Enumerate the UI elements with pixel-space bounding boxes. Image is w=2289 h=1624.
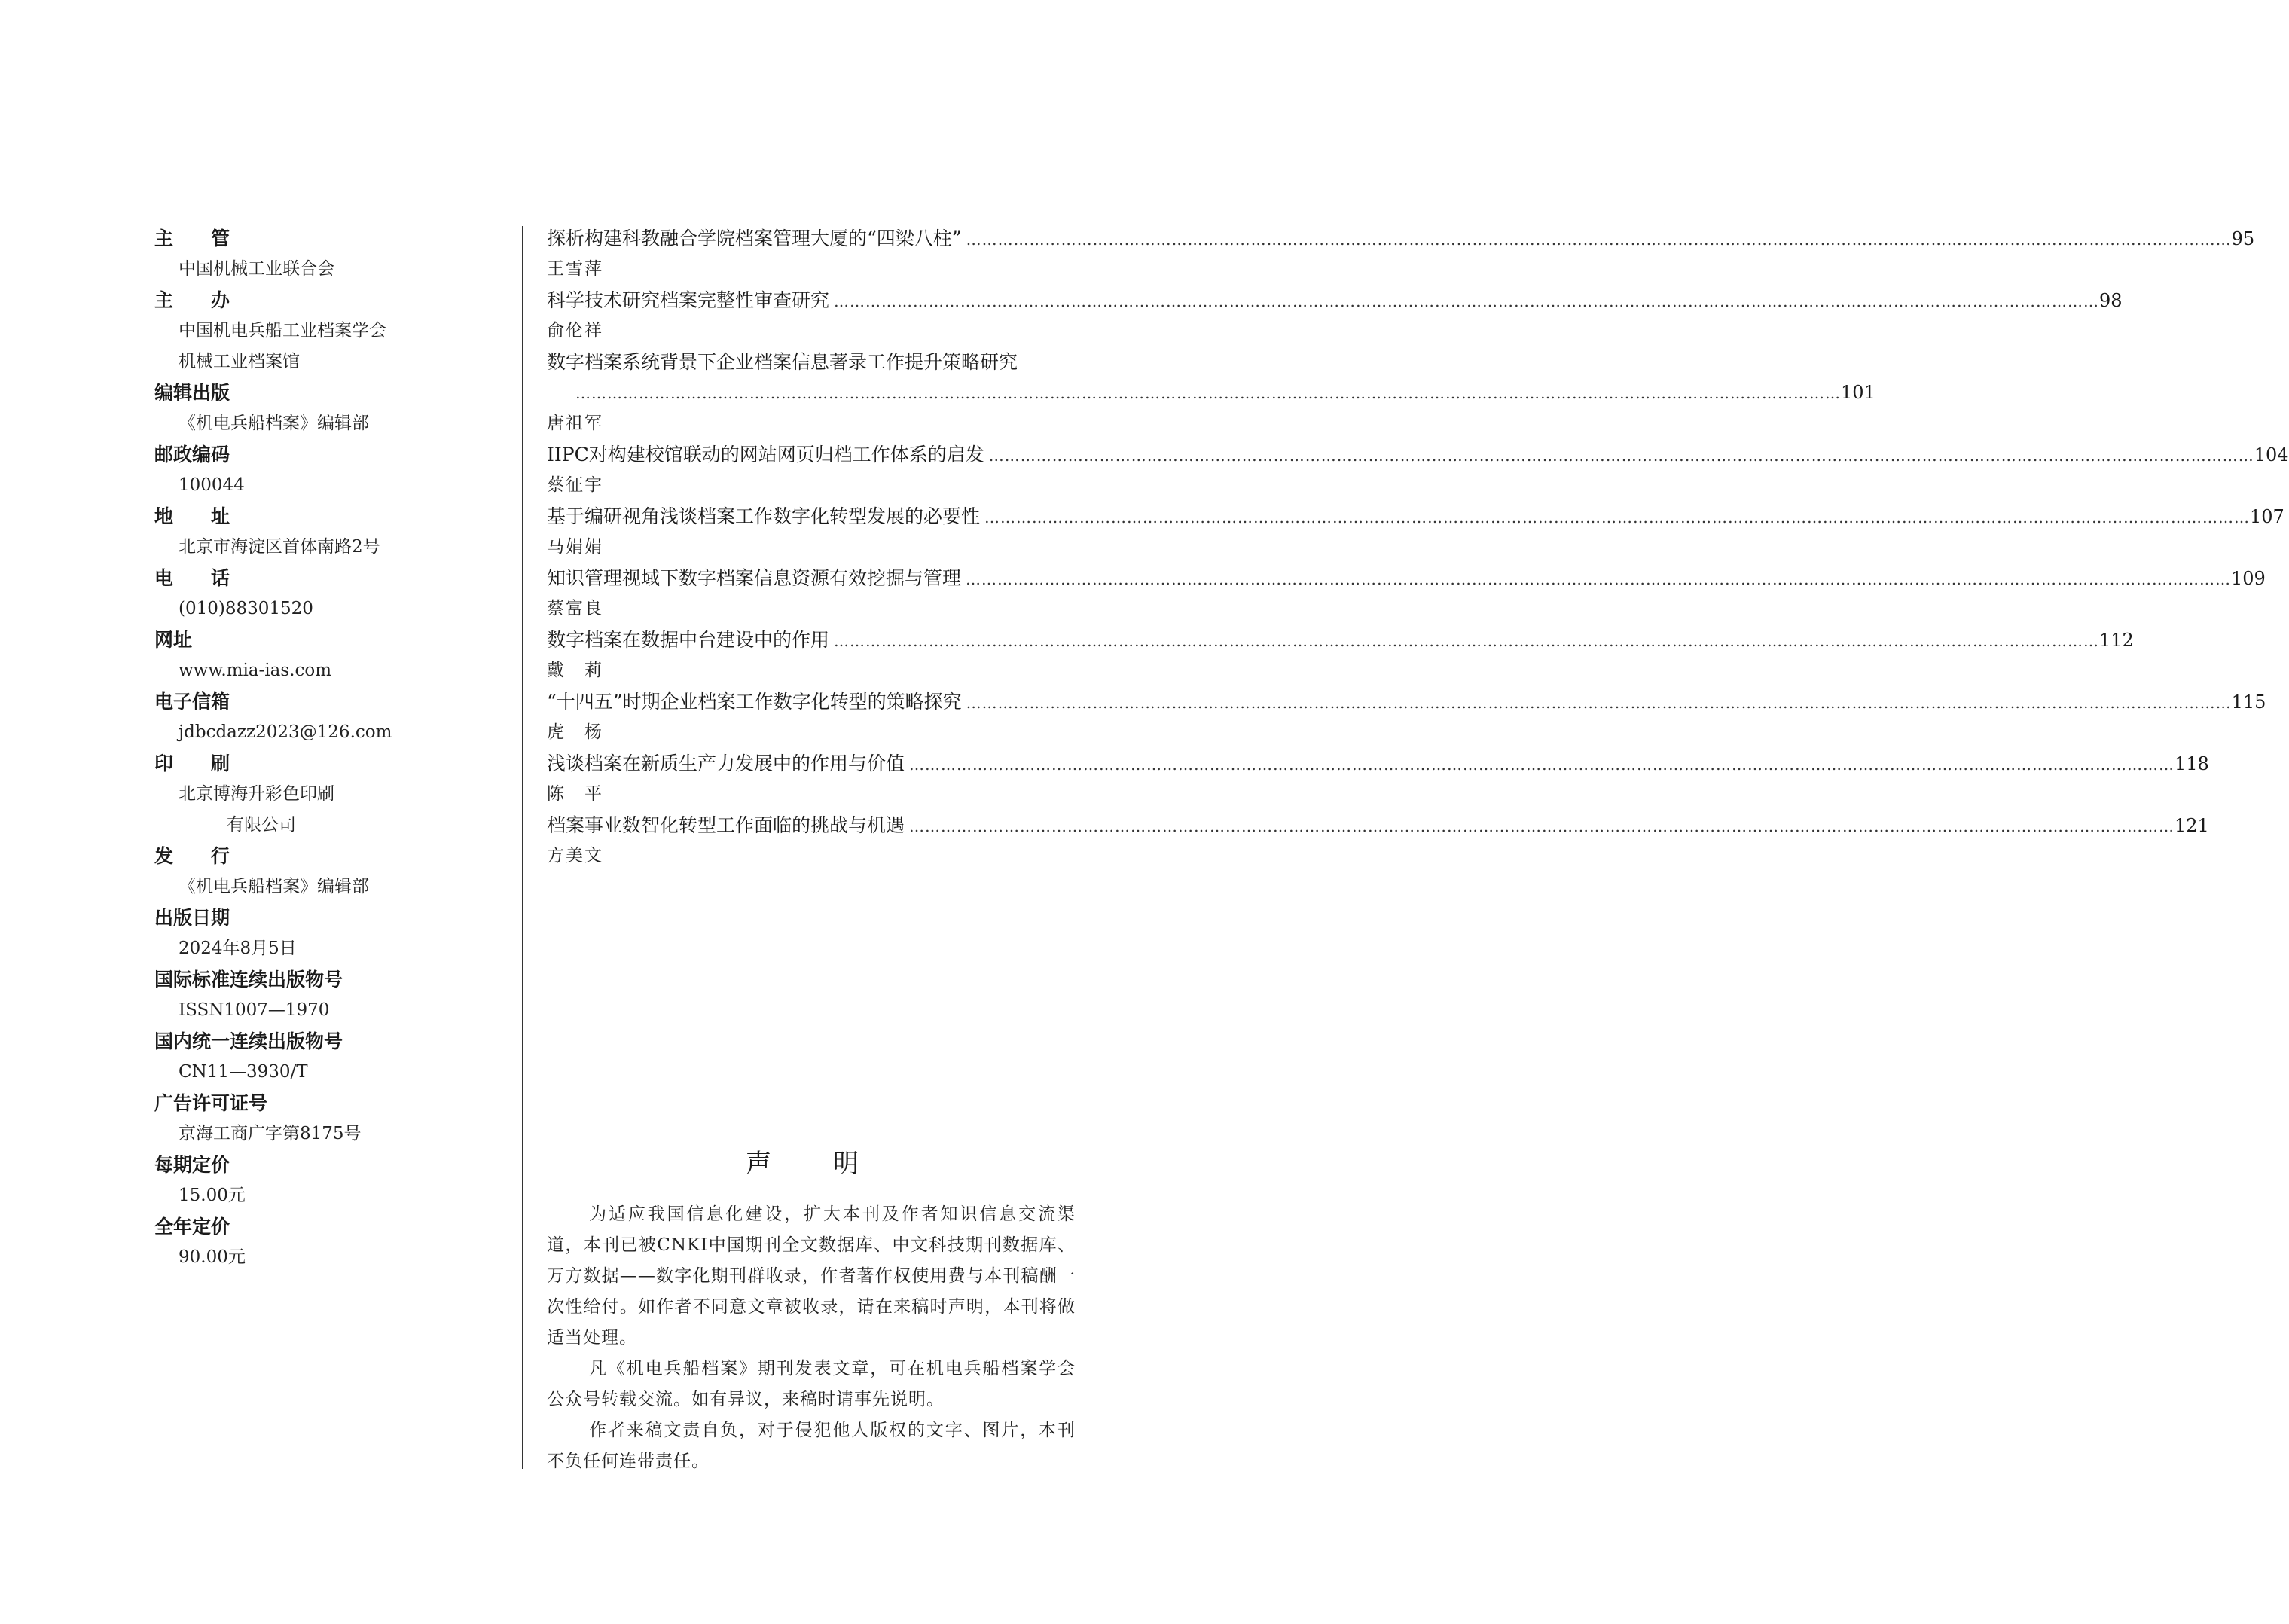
info-value: 15.00元: [179, 1186, 246, 1205]
toc-page-number: 118: [2175, 753, 2209, 774]
info-label: 发 行: [154, 845, 230, 867]
info-value: 机械工业档案馆: [179, 352, 300, 371]
toc-leader-dots: ……………………………………………………………………………………………………………………………………………………………………………………………………………………: [966, 570, 2232, 588]
toc-author: 俞伦祥: [547, 321, 603, 340]
toc-page-number: 109: [2231, 568, 2266, 589]
info-value: 中国机械工业联合会: [179, 259, 334, 279]
info-value: 90.00元: [179, 1247, 246, 1267]
toc-author: 唐祖军: [547, 414, 603, 433]
toc-entry-title: 数字档案系统背景下企业档案信息著录工作提升策略研究: [547, 351, 1018, 373]
toc-entry: [547, 810, 2209, 841]
toc-entry: [547, 223, 2255, 254]
notice-paragraph: 为适应我国信息化建设，扩大本刊及作者知识信息交流渠道，本刊已被CNKI中国期刊全文数据库、中文科技期刊数据库、万方数据——数字化期刊群收录，作者著作权使用费与本刊稿酬一次性给付。如作者不同意文章被收录，请在来稿时声明，本刊将做适当处理。: [547, 1204, 1076, 1348]
notice-title: 声 明: [746, 1149, 877, 1179]
info-label: 广告许可证号: [154, 1092, 268, 1114]
toc-leader-dots: ……………………………………………………………………………………………………………………………………………………………………………………………………………………: [834, 292, 2100, 310]
toc-author: 戴 莉: [547, 661, 603, 680]
toc-entry-title: 档案事业数智化转型工作面临的挑战与机遇: [547, 814, 905, 836]
info-label: 每期定价: [154, 1154, 230, 1176]
toc-entry: [547, 624, 2134, 655]
toc-entry-title: 数字档案在数据中台建设中的作用: [547, 629, 830, 651]
toc-leader-dots: ……………………………………………………………………………………………………………………………………………………………………………………………………………………: [988, 447, 2254, 465]
toc-leader-dots: ……………………………………………………………………………………………………………………………………………………………………………………………………………………: [984, 508, 2251, 527]
info-value: 北京市海淀区首体南路2号: [179, 537, 380, 557]
info-label: 主 管: [154, 227, 230, 249]
toc-entry: [547, 377, 1875, 408]
toc-author: 方美文: [547, 846, 603, 865]
info-value: 中国机电兵船工业档案学会: [179, 321, 386, 340]
toc-leader-dots: ……………………………………………………………………………………………………………………………………………………………………………………………………………………: [834, 632, 2100, 650]
info-value: 2024年8月5日: [179, 939, 297, 958]
info-label: 电子信箱: [154, 691, 230, 713]
info-value: 《机电兵船档案》编辑部: [179, 414, 369, 433]
toc-entry: [547, 686, 2266, 717]
toc-author: 马娟娟: [547, 537, 603, 557]
info-value: 有限公司: [227, 815, 296, 835]
info-value: 100044: [179, 475, 245, 495]
toc-author: 虎 杨: [547, 722, 603, 742]
toc-author: 蔡征宇: [547, 475, 603, 495]
toc-page-number: 115: [2231, 691, 2266, 713]
toc-leader-dots: ……………………………………………………………………………………………………………………………………………………………………………………………………………………: [909, 817, 2175, 835]
info-label: 印 刷: [154, 752, 230, 774]
toc-entry-title: 知识管理视域下数字档案信息资源有效挖掘与管理: [547, 567, 962, 589]
info-label: 国际标准连续出版物号: [154, 969, 343, 991]
toc-entry-title: 探析构建科教融合学院档案管理大厦的“四梁八柱”: [547, 227, 962, 249]
info-value: www.mia-ias.com: [179, 661, 332, 680]
toc-author: 蔡富良: [547, 599, 603, 618]
toc-entry: [547, 285, 2123, 316]
toc-entry: [547, 563, 2266, 594]
info-label: 国内统一连续出版物号: [154, 1030, 343, 1052]
masthead-info: [154, 223, 516, 1273]
info-value: jdbcdazz2023@126.com: [179, 722, 392, 742]
toc-leader-dots: ……………………………………………………………………………………………………………………………………………………………………………………………………………………: [966, 230, 2232, 249]
toc-page-number: 112: [2099, 630, 2134, 651]
info-label: 邮政编码: [154, 444, 230, 466]
info-label: 编辑出版: [154, 382, 230, 404]
info-value: CN11—3930/T: [179, 1062, 308, 1082]
toc-entry-title: 科学技术研究档案完整性审查研究: [547, 289, 830, 311]
info-label: 出版日期: [154, 907, 230, 929]
info-label: 地 址: [154, 505, 230, 527]
toc-author: 王雪萍: [547, 259, 603, 279]
toc-entry: [547, 439, 2289, 470]
info-label: 网址: [154, 629, 193, 651]
toc-entry-title: 基于编研视角浅谈档案工作数字化转型发展的必要性: [547, 505, 981, 527]
info-value: (010)88301520: [179, 599, 313, 618]
toc-entry-title: “十四五”时期企业档案工作数字化转型的策略探究: [547, 691, 962, 713]
toc-page-number: 101: [1841, 382, 1875, 403]
toc-page-number: 107: [2250, 506, 2284, 527]
toc-entry: [547, 748, 2209, 779]
toc-entry: [547, 501, 2284, 532]
info-label: 全年定价: [154, 1216, 230, 1238]
toc-entry-title: IIPC对构建校馆联动的网站网页归档工作体系的启发: [547, 444, 984, 466]
toc-page-number: 121: [2175, 815, 2209, 836]
toc-author: 陈 平: [547, 784, 603, 804]
info-label: 主 办: [154, 289, 230, 311]
toc-leader-dots: ……………………………………………………………………………………………………………………………………………………………………………………………………………………: [966, 694, 2232, 712]
info-value: 《机电兵船档案》编辑部: [179, 877, 369, 896]
toc-leader-dots: ……………………………………………………………………………………………………………………………………………………………………………………………………………………: [575, 384, 1841, 402]
info-value: 京海工商广字第8175号: [179, 1124, 362, 1143]
notice-paragraph: 作者来稿文责自负，对于侵犯他人版权的文字、图片，本刊不负任何连带责任。: [547, 1421, 1076, 1471]
toc-page-number: 98: [2099, 290, 2123, 311]
column-divider: [522, 226, 523, 1469]
info-value: ISSN1007—1970: [179, 1000, 330, 1020]
toc-entry-title: 浅谈档案在新质生产力发展中的作用与价值: [547, 752, 905, 774]
toc-leader-dots: ……………………………………………………………………………………………………………………………………………………………………………………………………………………: [909, 756, 2175, 774]
notice-paragraph: 凡《机电兵船档案》期刊发表文章，可在机电兵船档案学会公众号转载交流。如有异议，来稿时请事先说明。: [547, 1359, 1076, 1409]
toc-page-number: 104: [2254, 444, 2289, 466]
toc-page-number: 95: [2231, 228, 2255, 249]
notice-section: [547, 1145, 1076, 1477]
table-of-contents: [547, 223, 2289, 872]
info-label: 电 话: [154, 567, 230, 589]
info-value: 北京博海升彩色印刷: [179, 784, 334, 804]
